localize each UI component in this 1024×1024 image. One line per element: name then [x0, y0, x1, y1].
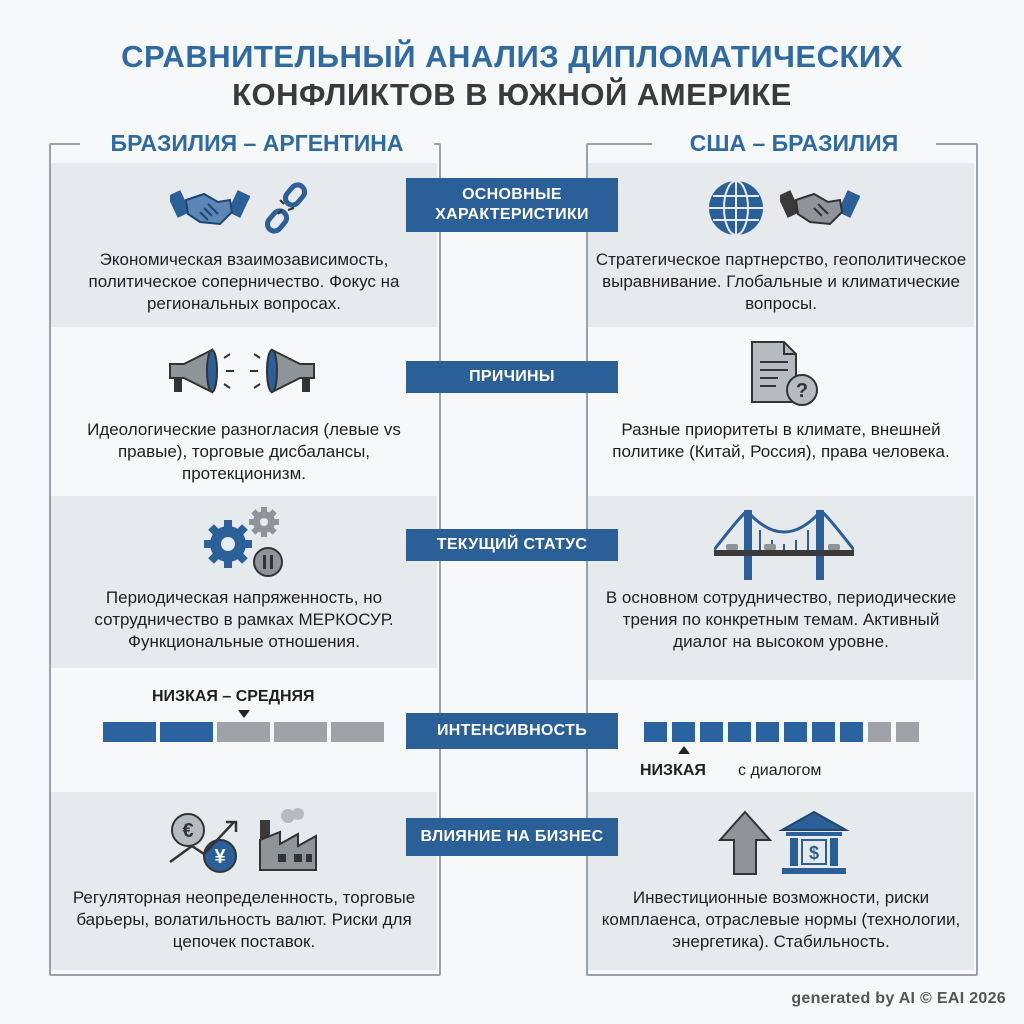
intensity-segment: [644, 722, 667, 742]
intensity-segment: [331, 722, 384, 742]
pause-icon: [252, 546, 284, 578]
row-label-causes: ПРИЧИНЫ: [406, 361, 618, 393]
page-title: СРАВНИТЕЛЬНЫЙ АНАЛИЗ ДИПЛОМАТИЧЕСКИХ: [121, 39, 903, 74]
svg-text:$: $: [808, 843, 820, 863]
right-column-title: США – БРАЗИЛИЯ: [652, 127, 936, 159]
footer-credit: generated by AI © EAI 2026: [791, 990, 1006, 1007]
document-question-icon: [748, 340, 820, 410]
left-intensity-marker: [237, 709, 251, 719]
arrow-up-icon: [718, 810, 772, 876]
broken-chain-icon: [258, 180, 316, 238]
megaphone-icon: [162, 346, 322, 398]
handshake-icon: [170, 182, 250, 232]
intensity-segment: [756, 722, 779, 742]
handshake-icon: [780, 182, 860, 232]
intensity-segment: [274, 722, 327, 742]
svg-text:¥: ¥: [214, 846, 226, 868]
intensity-segment: [868, 722, 891, 742]
svg-text:€: €: [182, 820, 194, 842]
intensity-segment: [728, 722, 751, 742]
row-label-intensity: ИНТЕНСИВНОСТЬ: [406, 713, 618, 749]
row-label-characteristics: ОСНОВНЫЕ ХАРАКТЕРИСТИКИ: [406, 178, 618, 232]
intensity-segment: [160, 722, 213, 742]
intensity-segment: [840, 722, 863, 742]
currency-exchange-icon: [168, 810, 248, 876]
business-left-text: Регуляторная неопределенность, торговые барьеры, волатильность валют. Риски для цепочек поставок.: [72, 888, 416, 951]
left-column-title: БРАЗИЛИЯ – АРГЕНТИНА: [80, 127, 434, 159]
causes-left-text: Идеологические разногласия (левые vs правые), торговые дисбалансы, протекционизм.: [87, 420, 401, 483]
svg-text:?: ?: [795, 380, 809, 402]
right-intensity-label: НИЗКАЯ: [640, 762, 706, 779]
characteristics-left-text: Экономическая взаимозависимость, политическое соперничество. Фокус на региональных вопросах.: [88, 250, 400, 313]
business-right-text: Инвестиционные возможности, риски комплаенса, отраслевые нормы (технологии, энергетика). Стабильность.: [601, 888, 961, 951]
status-left-text: Периодическая напряженность, но сотрудничество в рамках МЕРКОСУР. Функциональные отношения.: [94, 588, 394, 651]
intensity-segment: [896, 722, 919, 742]
intensity-segment: [784, 722, 807, 742]
bridge-icon: [714, 506, 854, 582]
row-label-business: ВЛИЯНИЕ НА БИЗНЕС: [406, 818, 618, 856]
left-intensity-label: НИЗКАЯ – СРЕДНЯЯ: [152, 688, 315, 705]
status-right-text: В основном сотрудничество, периодические трения по конкретным темам. Активный диалог на высоком уровне.: [605, 588, 957, 651]
intensity-segment: [700, 722, 723, 742]
right-intensity-note: с диалогом: [738, 762, 822, 779]
intensity-segment: [103, 722, 156, 742]
characteristics-right-text: Стратегическое партнерство, геополитическое выравнивание. Глобальные и климатические вопросы.: [595, 250, 967, 313]
intensity-segment: [672, 722, 695, 742]
intensity-segment: [217, 722, 270, 742]
intensity-segment: [812, 722, 835, 742]
right-intensity-marker: [677, 745, 691, 755]
row-label-status: ТЕКУЩИЙ СТАТУС: [406, 529, 618, 561]
causes-right-text: Разные приоритеты в климате, внешней политике (Китай, Россия), права человека.: [612, 420, 950, 461]
bank-dollar-icon: [778, 810, 850, 876]
factory-icon: [254, 806, 320, 874]
page-subtitle: КОНФЛИКТОВ В ЮЖНОЙ АМЕРИКЕ: [232, 77, 792, 112]
globe-icon: [706, 178, 766, 238]
